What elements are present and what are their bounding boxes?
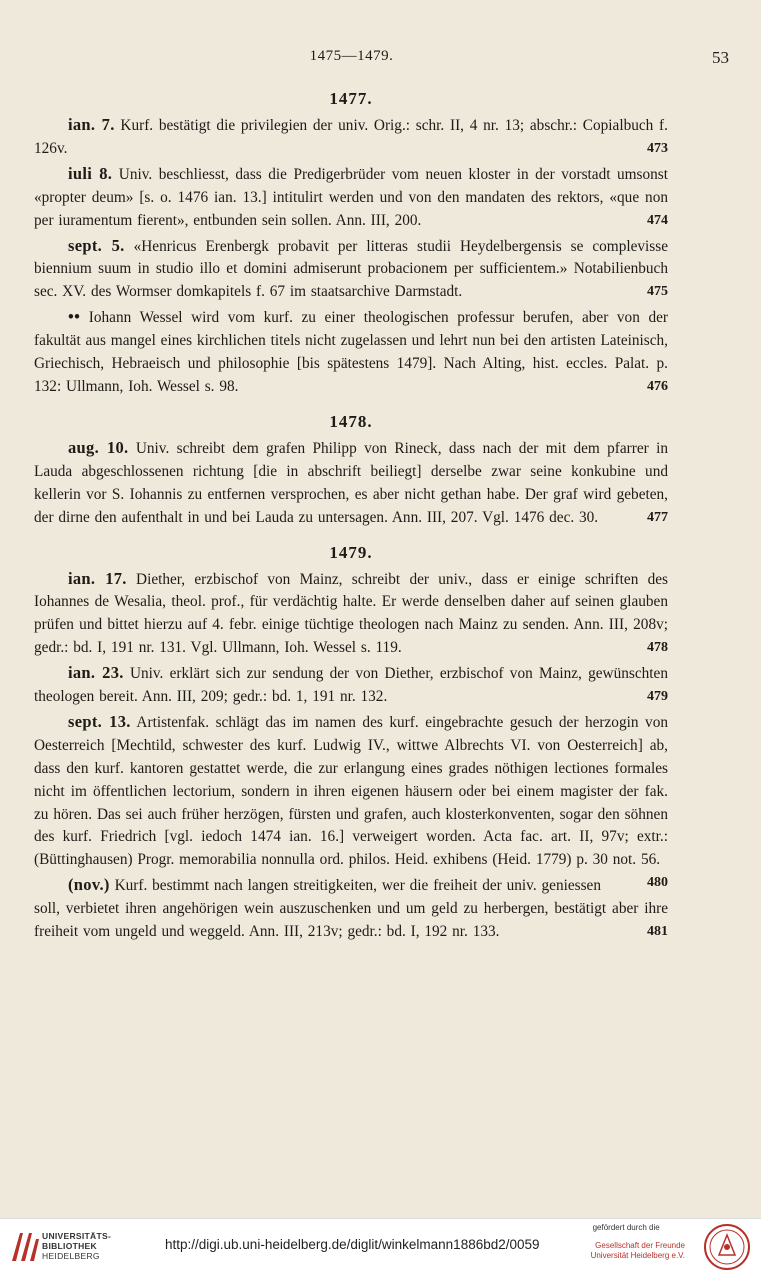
permalink-url[interactable]: http://digi.ub.uni-heidelberg.de/diglit/winkelmann1886bd2/0059 (165, 1237, 540, 1252)
entry-481 (34, 874, 668, 944)
entry-477 (34, 437, 668, 530)
library-logo-icon (8, 1229, 42, 1265)
entry-date: (nov.) (68, 875, 110, 895)
sponsor-block (591, 1223, 685, 1261)
entry-number: 480 (647, 875, 668, 891)
year-heading: 1477. (329, 89, 373, 108)
page-number: 53 (712, 48, 729, 67)
entry-text: Kurf. bestimmt nach langen streitigkeiten, wer die freiheit der univ. geniessen soll, verbietet ihren angehörigen wein auszuschenken und um geld zu herbergen, bestätigt aber ihre freiheit vom ungeld und weggeld. Ann. III, 213v; gedr.: bd. I, 192 nr. 133. (34, 877, 668, 941)
running-head (34, 48, 729, 70)
year-range: 1475—1479. (309, 48, 394, 64)
entry-number: 481 (647, 924, 668, 940)
entry-date: ian. 17. (68, 568, 127, 588)
entry-473 (34, 114, 668, 161)
entry-text: Kurf. bestätigt die privilegien der univ. Orig.: schr. II, 4 nr. 13; abschr.: Copialbuch f. 126v. (34, 117, 668, 157)
library-name: UNIVERSITÄTS- BIBLIOTHEK HEIDELBERG (42, 1231, 112, 1261)
entry-text: «Henricus Erenbergk probavit per litteras studii Heydelbergensis se complevisse biennium suum in studio illo et domini admiserunt probacionem per sufficientem.» Notabilienbuch sec. XV. des Wormser domkapitels f. 67 im staatsarchive Darmstadt. (34, 237, 668, 301)
entry-number: 477 (647, 509, 668, 525)
university-seal-icon (703, 1223, 751, 1271)
sponsor-label: gefördert durch die (592, 1223, 660, 1232)
entry-number: 473 (647, 140, 668, 156)
entry-date: sept. 13. (68, 711, 131, 731)
entry-474 (34, 163, 668, 233)
entry-475 (34, 235, 668, 305)
page-body (34, 88, 668, 946)
entry-number: 475 (647, 284, 668, 300)
entry-date: sept. 5. (68, 235, 125, 255)
entry-text: Univ. beschliesst, dass die Predigerbrüder vom neuen kloster in der vorstadt umsonst «propter deum» [s. o. 1476 ian. 13.] intitulirt werden und von den mandaten des rektors, «que non per iuramentum fierent», entbunden sein sollen. Ann. III, 200. (34, 165, 669, 229)
sponsor-name-line-1: Gesellschaft der Freunde (595, 1241, 685, 1250)
entry-date: •• (68, 307, 81, 327)
entry-479 (34, 662, 668, 709)
entry-number: 474 (647, 212, 668, 228)
entry-478 (34, 568, 668, 661)
year-heading: 1478. (329, 411, 373, 431)
year-heading: 1479. (329, 542, 373, 562)
entry-text: Univ. schreibt dem grafen Philipp von Rineck, dass nach der mit dem pfarrer in Lauda abgeschlossenen richtung [die in abschrift beiliegt] derselbe zwar seine konkubine und kellerin vor S. Iohannis zu entfernen versprochen, es aber nicht gethan habe. Der graf wird gebeten, der dirne den aufenthalt in und bei Lauda zu untersagen. Ann. III, 207. Vgl. 1476 dec. 30. (34, 439, 668, 526)
entry-number: 476 (647, 378, 668, 394)
entry-text: Iohann Wessel wird vom kurf. zu einer theologischen professur berufen, aber von der fakultät aus mangel eines kirchlichen titels nicht zugelassen und lehrt nun bei den artisten Lateinisch, Griechisch, Hebraeisch und philosophie [bis spätestens 1479]. Nach Alting, hist. eccles. Palat. p. 132: Ullmann, Ioh. Wessel s. 98. (34, 309, 668, 395)
entry-date: ian. 7. (68, 115, 115, 134)
viewer-footer (0, 1218, 761, 1274)
entry-date: iuli 8. (68, 163, 113, 183)
entry-date: ian. 23. (68, 663, 124, 683)
entry-text: Artistenfak. schlägt das im namen des kurf. eingebrachte gesuch der herzogin von Oesterreich [Mechtild, schwester des kurf. Ludwig IV., wittwe Albrechts VI. von Oesterreich] ab, dass den kurf. kantoren gestattet werde, die zur erlangung eines grades nöthigen lectiones formales nicht im öffentlichen lectorium, sondern in ihren eigenen häusern oder bei einem magister der fak. zu hören. Das sei auch früher herzögen, fürsten und grafen, auch klosterkonventen, sogar den söhnen des kurf. Friedrich [vgl. iedoch 1474 ian. 16.] verweigert worden. Acta fac. art. II, 97v; extr.: (Büttinghausen) Progr. memorabilia nonnulla ord. philos. Heid. exhibens (Heid. 1779) p. 30 not. 56. (34, 713, 668, 869)
entry-476 (34, 306, 668, 399)
sponsor-name-line-2: Universität Heidelberg e.V. (590, 1251, 685, 1260)
entry-number: 478 (647, 640, 668, 656)
entry-date: aug. 10. (68, 437, 129, 457)
entry-text: Univ. erklärt sich zur sendung der von Diether, erzbischof von Mainz, gewünschten theologen bereit. Ann. III, 209; gedr.: bd. 1, 191 nr. 132. (34, 665, 668, 706)
entry-number: 479 (647, 689, 668, 705)
entry-text: Diether, erzbischof von Mainz, schreibt der univ., dass er einige schriften des Iohannes de Wesalia, theol. prof., für verdächtig halte. Er werde denselben daher auf seinen glauben prüfen und bittet hierzu auf 4. febr. einige tüchtige theologen nach Mainz zu senden. Ann. III, 208v; gedr.: bd. I, 191 nr. 131. Vgl. Ullmann, Ioh. Wessel s. 119. (34, 570, 669, 657)
